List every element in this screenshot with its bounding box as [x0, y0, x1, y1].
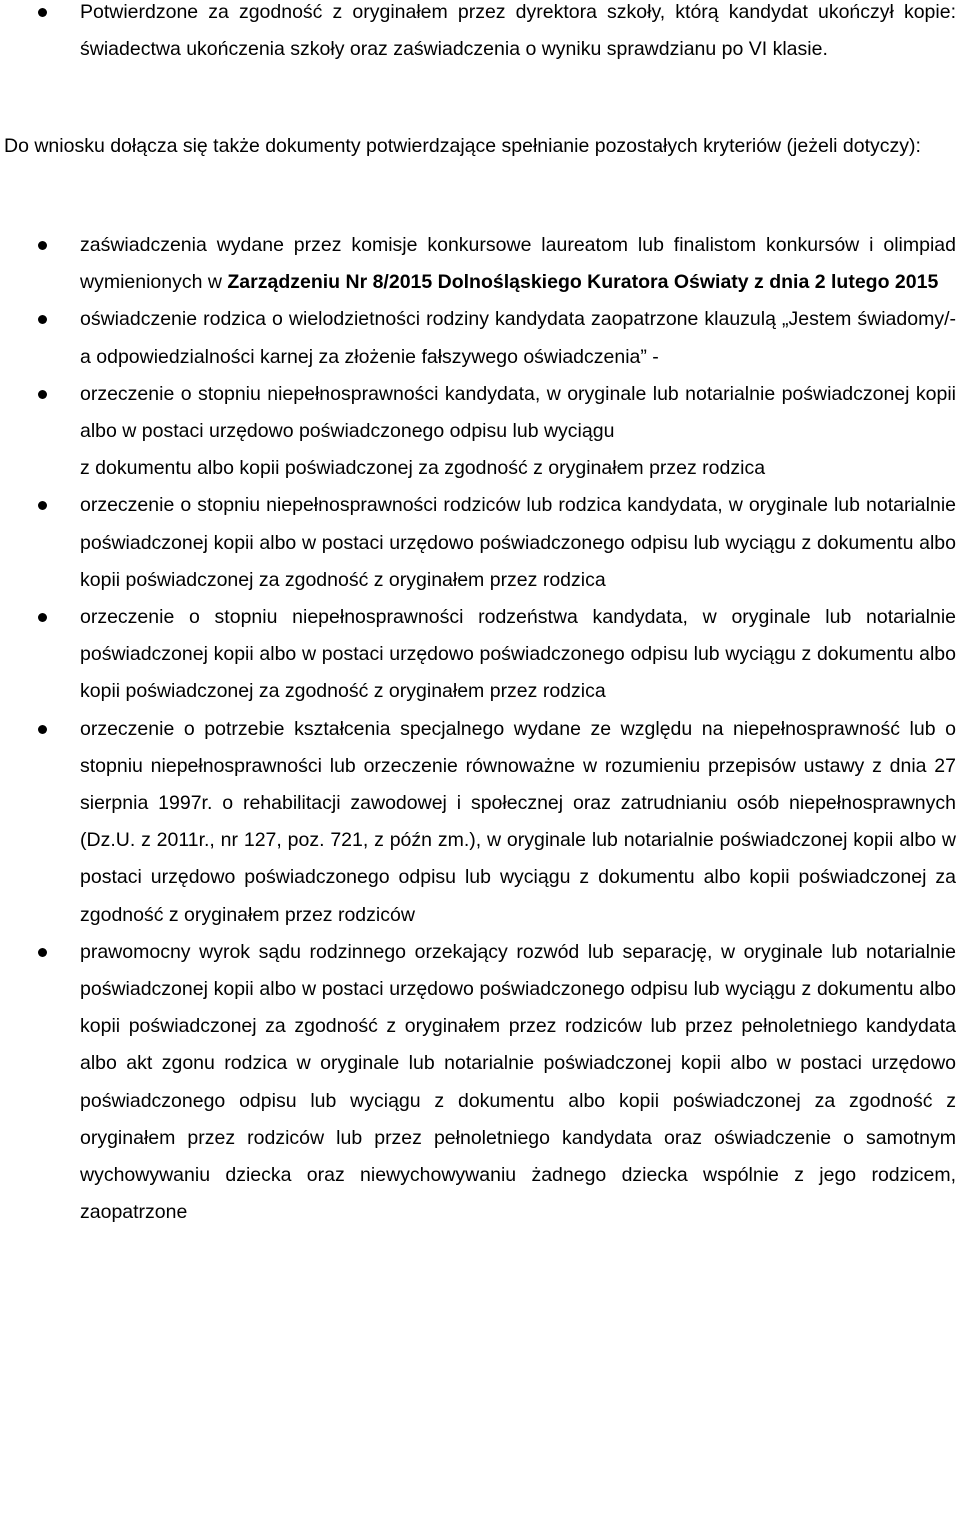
list-item-continuation: z dokumentu albo kopii poświadczonej za zgodność z oryginałem przez rodzica: [80, 457, 766, 480]
bullet-icon: [38, 315, 47, 324]
list-item-competition-certificates: [0, 227, 960, 301]
bullet-icon: [38, 390, 47, 399]
list-item-court-ruling: [0, 934, 960, 1232]
documents-bullet-list: [0, 227, 960, 1231]
list-item-parent-disability: [0, 487, 960, 599]
list-item-text: Potwierdzone za zgodność z oryginałem przez dyrektora szkoły, którą kandydat ukończył kopie: świadectwa ukończenia szkoły oraz zaświadczenia o wyniku sprawdzianu po VI klasie.: [80, 1, 956, 61]
bullet-icon: [38, 501, 47, 510]
list-item: [0, 0, 960, 68]
bullet-icon: [38, 613, 47, 622]
list-item-large-family-statement: [0, 301, 960, 375]
list-item-text: orzeczenie o stopniu niepełnosprawności rodzeństwa kandydata, w oryginale lub notarialnie poświadczonej kopii albo w postaci urzędowo poświadczonego odpisu lub wyciągu z dokumentu albo kopii poświadczonej za zgodność z oryginałem przez rodzica: [80, 606, 956, 703]
bullet-icon: [38, 8, 47, 17]
list-item-special-education: [0, 711, 960, 934]
list-item-text: orzeczenie o stopniu niepełnosprawności rodziców lub rodzica kandydata, w oryginale lub notarialnie poświadczonej kopii albo w postaci urzędowo poświadczonego odpisu lub wyciągu z dokumentu albo kopii poświadczonej za zgodność z oryginałem przez rodzica: [80, 494, 956, 591]
list-item-text: prawomocny wyrok sądu rodzinnego orzekający rozwód lub separację, w oryginale lub notarialnie poświadczonej kopii albo w postaci urzędowo poświadczonego odpisu lub wyciągu z dokumentu albo kopii poświadczonej za zgodność z oryginałem przez rodziców lub przez pełnoletniego kandydata albo akt zgonu rodzica w oryginale lub notarialnie poświadczonej kopii albo w postaci urzędowo poświadczonego odpisu lub wyciągu z dokumentu albo kopii poświadczonej za zgodność z oryginałem przez rodziców lub przez pełnoletniego kandydata oraz oświadczenie o samotnym wychowywaniu dziecka oraz niewychowywaniu żadnego dziecka wspólnie z jego rodzicem, zaopatrzone: [80, 940, 956, 1224]
regulation-reference: Zarządzeniu Nr 8/2015 Dolnośląskiego Kuratora Oświaty z dnia 2 lutego 2015: [227, 271, 939, 294]
list-item-candidate-disability: [0, 376, 960, 488]
list-item-text: zaświadczenia wydane przez komisje konkursowe laureatom lub finalistom konkursów i olimpiad wymienionych w: [80, 234, 956, 294]
list-item-text: oświadczenie rodzica o wielodzietności rodziny kandydata zaopatrzone klauzulą „Jestem świadomy/-a odpowiedzialności karnej za złożenie fałszywego oświadczenia” -: [80, 308, 956, 368]
list-item-text: orzeczenie o potrzebie kształcenia specjalnego wydane ze względu na niepełnosprawność lub o stopniu niepełnosprawności lub orzeczenie równoważne w rozumieniu przepisów ustawy z dnia 27 sierpnia 1997r. o rehabilitacji zawodowej i społecznej oraz zatrudnianiu osób niepełnosprawnych (Dz.U. z 2011r., nr 127, poz. 721, z późn zm.), w oryginale lub notarialnie poświadczonej kopii albo w postaci urzędowo poświadczonego odpisu lub wyciągu z dokumentu albo kopii poświadczonej za zgodność z oryginałem przez rodziców: [80, 717, 956, 926]
bullet-icon: [38, 241, 47, 250]
list-item-sibling-disability: [0, 599, 960, 711]
bullet-icon: [38, 948, 47, 957]
top-bullet-list: [0, 0, 960, 68]
bullet-icon: [38, 725, 47, 734]
intro-paragraph: Do wniosku dołącza się także dokumenty potwierdzające spełnianie pozostałych kryteriów (jeżeli dotyczy):: [4, 135, 921, 157]
list-item-text: orzeczenie o stopniu niepełnosprawności kandydata, w oryginale lub notarialnie poświadczonej kopii albo w postaci urzędowo poświadczonego odpisu lub wyciągu: [80, 382, 956, 443]
